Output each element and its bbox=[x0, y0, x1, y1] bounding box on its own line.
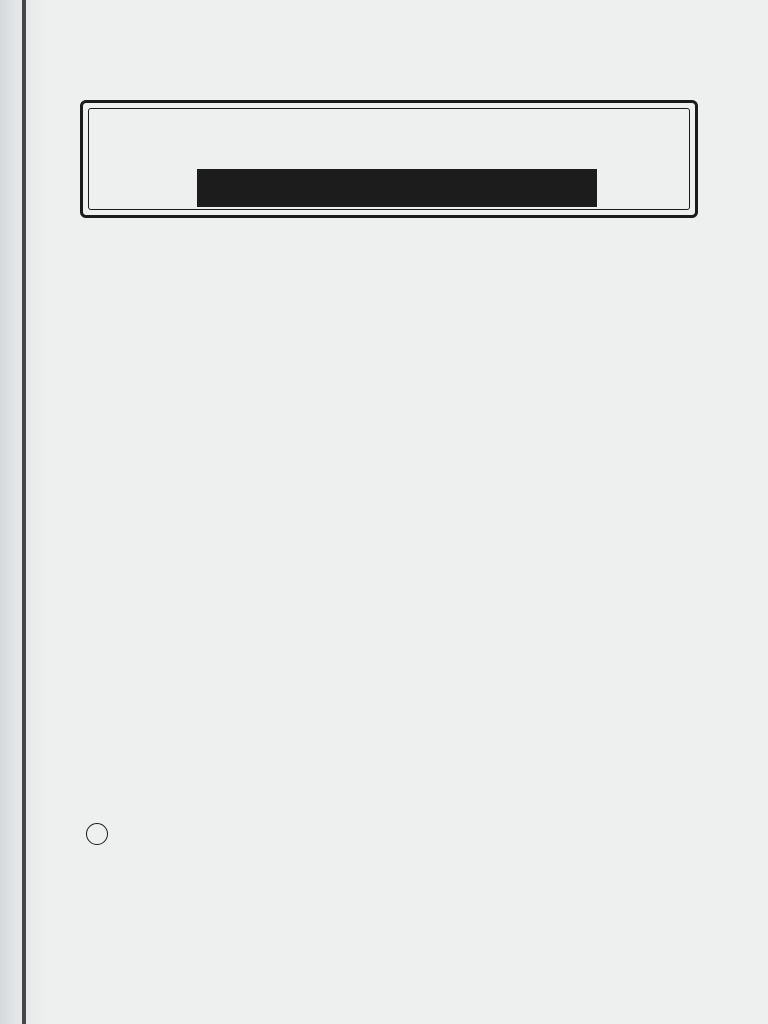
question-1 bbox=[98, 230, 104, 254]
circled-question-number bbox=[86, 823, 108, 845]
question-2 bbox=[98, 371, 104, 395]
question-3 bbox=[96, 514, 102, 538]
chapter-header bbox=[80, 100, 698, 218]
page-binding-edge bbox=[22, 0, 26, 1024]
section-subtitle bbox=[197, 169, 597, 207]
question-5 bbox=[86, 823, 114, 852]
question-4 bbox=[92, 679, 98, 703]
